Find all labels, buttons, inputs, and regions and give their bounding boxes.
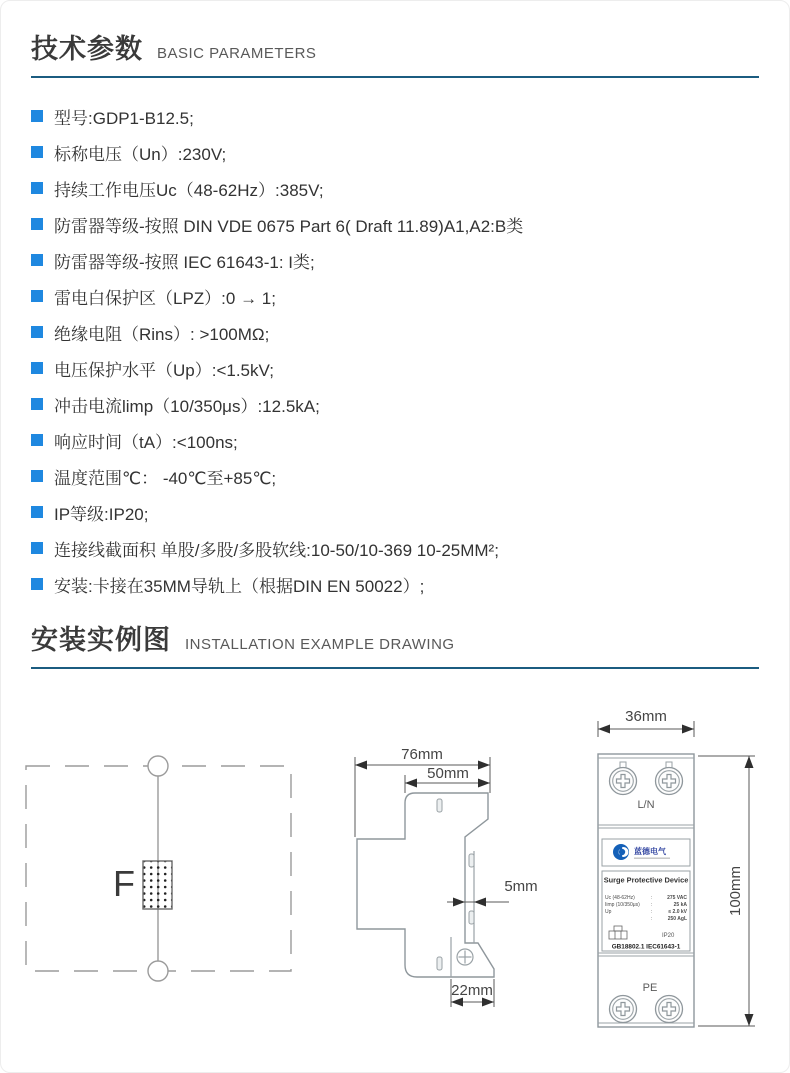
vent-slot-icon — [437, 799, 442, 812]
spec-text: 防雷器等级-按照 DIN VDE 0675 Part 6( Draft 11.89)A1,A2:B类 — [54, 216, 524, 236]
side-screw-icon — [457, 949, 473, 965]
spec-item — [31, 134, 759, 170]
bullet-icon — [31, 542, 43, 554]
spec-text: 型号:GDP1-B12.5; — [54, 108, 194, 128]
spec-text: 连接线截面积 单股/多股/多股软线:10-50/10-369 10-25MM²; — [54, 540, 499, 560]
spec-name: Iimp (10/350μs) — [605, 902, 640, 908]
spec-colon: : — [651, 895, 653, 901]
vent-slot-icon — [437, 957, 442, 970]
bullet-icon — [31, 506, 43, 518]
schematic-component-label: F — [113, 863, 135, 904]
spec-text: 雷电白保护区（LPZ）:0 → 1; — [54, 288, 276, 308]
spec-value: 250 AgL — [667, 916, 687, 922]
spec-name: Uc (48-62Hz) — [605, 895, 635, 901]
bullet-icon — [31, 398, 43, 410]
terminal-screw-icon — [656, 768, 683, 795]
standard-label: GB18802.1 IEC61643-1 — [611, 943, 681, 951]
spec-value: ≤ 2.0 kV — [668, 909, 687, 915]
dim-arrow-icon — [474, 898, 486, 907]
dim-arrow-icon — [355, 761, 367, 770]
dim-foot-label: 22mm — [451, 982, 493, 999]
vent-slot-icon — [469, 854, 474, 867]
spec-text: 持续工作电压Uc（48-62Hz）:385V; — [54, 180, 324, 200]
terminal-screw-icon — [610, 996, 637, 1023]
spec-value: 275 VAC — [667, 895, 687, 901]
spd-component-symbol — [143, 861, 172, 909]
spec-item — [31, 494, 759, 530]
title-underline — [31, 667, 759, 669]
bullet-icon — [31, 326, 43, 338]
bullet-icon — [31, 362, 43, 374]
spec-item — [31, 206, 759, 242]
product-name-label: Surge Protective Device — [603, 875, 689, 885]
terminal-top-label: L/N — [637, 799, 655, 811]
bullet-icon — [31, 218, 43, 230]
dim-arrow-icon — [682, 725, 694, 734]
schematic-terminal-top — [148, 756, 168, 776]
spec-colon: : — [651, 916, 653, 922]
schematic-terminal-bottom — [148, 961, 168, 981]
dim-front-width-label: 36mm — [625, 708, 667, 725]
front-view — [598, 708, 755, 1027]
terminal-screw-icon — [656, 996, 683, 1023]
drawing-canvas — [1, 689, 790, 1073]
spec-item — [31, 530, 759, 566]
bullet-icon — [31, 146, 43, 158]
spec-text: 防雷器等级-按照 IEC 61643-1: I类; — [54, 252, 315, 272]
section-title-row — [31, 27, 759, 66]
section-title-cn: 技术参数 — [31, 34, 143, 64]
spec-item — [31, 170, 759, 206]
spec-text: IP等级:IP20; — [54, 504, 149, 524]
spec-colon: : — [651, 902, 653, 908]
bullet-icon — [31, 434, 43, 446]
spec-value: 25 kA — [673, 902, 687, 908]
dim-arrow-icon — [598, 725, 610, 734]
spec-item — [31, 314, 759, 350]
spec-text: 绝缘电阻（Rins）: >100MΩ; — [54, 324, 270, 344]
title-underline — [31, 76, 759, 78]
dim-arrow-icon — [745, 756, 754, 768]
spec-text: 安装:卡接在35MM导轨上（根据DIN EN 50022）; — [54, 576, 425, 596]
spec-item — [31, 278, 759, 314]
spec-item — [31, 422, 759, 458]
dim-arrow-icon — [745, 1014, 754, 1026]
section-title-en: BASIC PARAMETERS — [157, 45, 317, 62]
spec-text: 电压保护水平（Up）:<1.5kV; — [54, 360, 274, 380]
section-title-en: INSTALLATION EXAMPLE DRAWING — [185, 636, 455, 653]
brand-subtext-line — [634, 858, 670, 859]
spec-item — [31, 98, 759, 134]
spec-text: 标称电压（Un）:230V; — [54, 144, 227, 164]
ip-rating-label: IP20 — [662, 933, 675, 939]
side-view — [355, 746, 538, 1007]
installation-drawing — [1, 689, 789, 1073]
spec-text: 冲击电流limp（10/350μs）:12.5kA; — [54, 396, 320, 416]
bullet-icon — [31, 254, 43, 266]
spec-item — [31, 386, 759, 422]
bullet-icon — [31, 578, 43, 590]
bullet-icon — [31, 470, 43, 482]
dim-rail-gap-label: 5mm — [504, 878, 538, 895]
dim-arrow-icon — [405, 779, 417, 788]
bullet-icon — [31, 182, 43, 194]
dim-total-width-label: 76mm — [401, 746, 443, 763]
section-installation-header — [31, 618, 759, 669]
brand-logo-icon — [613, 844, 629, 860]
spec-name: Up — [605, 909, 612, 915]
spec-item — [31, 350, 759, 386]
dim-body-width-label: 50mm — [427, 765, 469, 782]
spec-list — [31, 98, 759, 602]
dim-arrow-icon — [478, 779, 490, 788]
terminal-bottom-label: PE — [642, 982, 658, 994]
dim-front-height-label: 100mm — [727, 865, 744, 917]
terminal-screw-icon — [610, 768, 637, 795]
spec-text: 响应时间（tA）:<100ns; — [54, 432, 238, 452]
brand-name-label: 蓝德电气 — [634, 847, 666, 856]
section-title-cn: 安装实例图 — [31, 625, 171, 655]
bullet-icon — [31, 290, 43, 302]
spec-colon: : — [651, 909, 653, 915]
dim-arrow-icon — [478, 761, 490, 770]
spec-text: 温度范围℃： -40℃至+85℃; — [54, 468, 277, 488]
spec-item — [31, 566, 759, 602]
section-title-row — [31, 618, 759, 657]
section-basic-parameters-header — [31, 27, 759, 78]
bullet-icon — [31, 110, 43, 122]
schematic-diagram — [26, 756, 291, 981]
vent-slot-icon — [469, 911, 474, 924]
spec-item — [31, 242, 759, 278]
spec-item — [31, 458, 759, 494]
